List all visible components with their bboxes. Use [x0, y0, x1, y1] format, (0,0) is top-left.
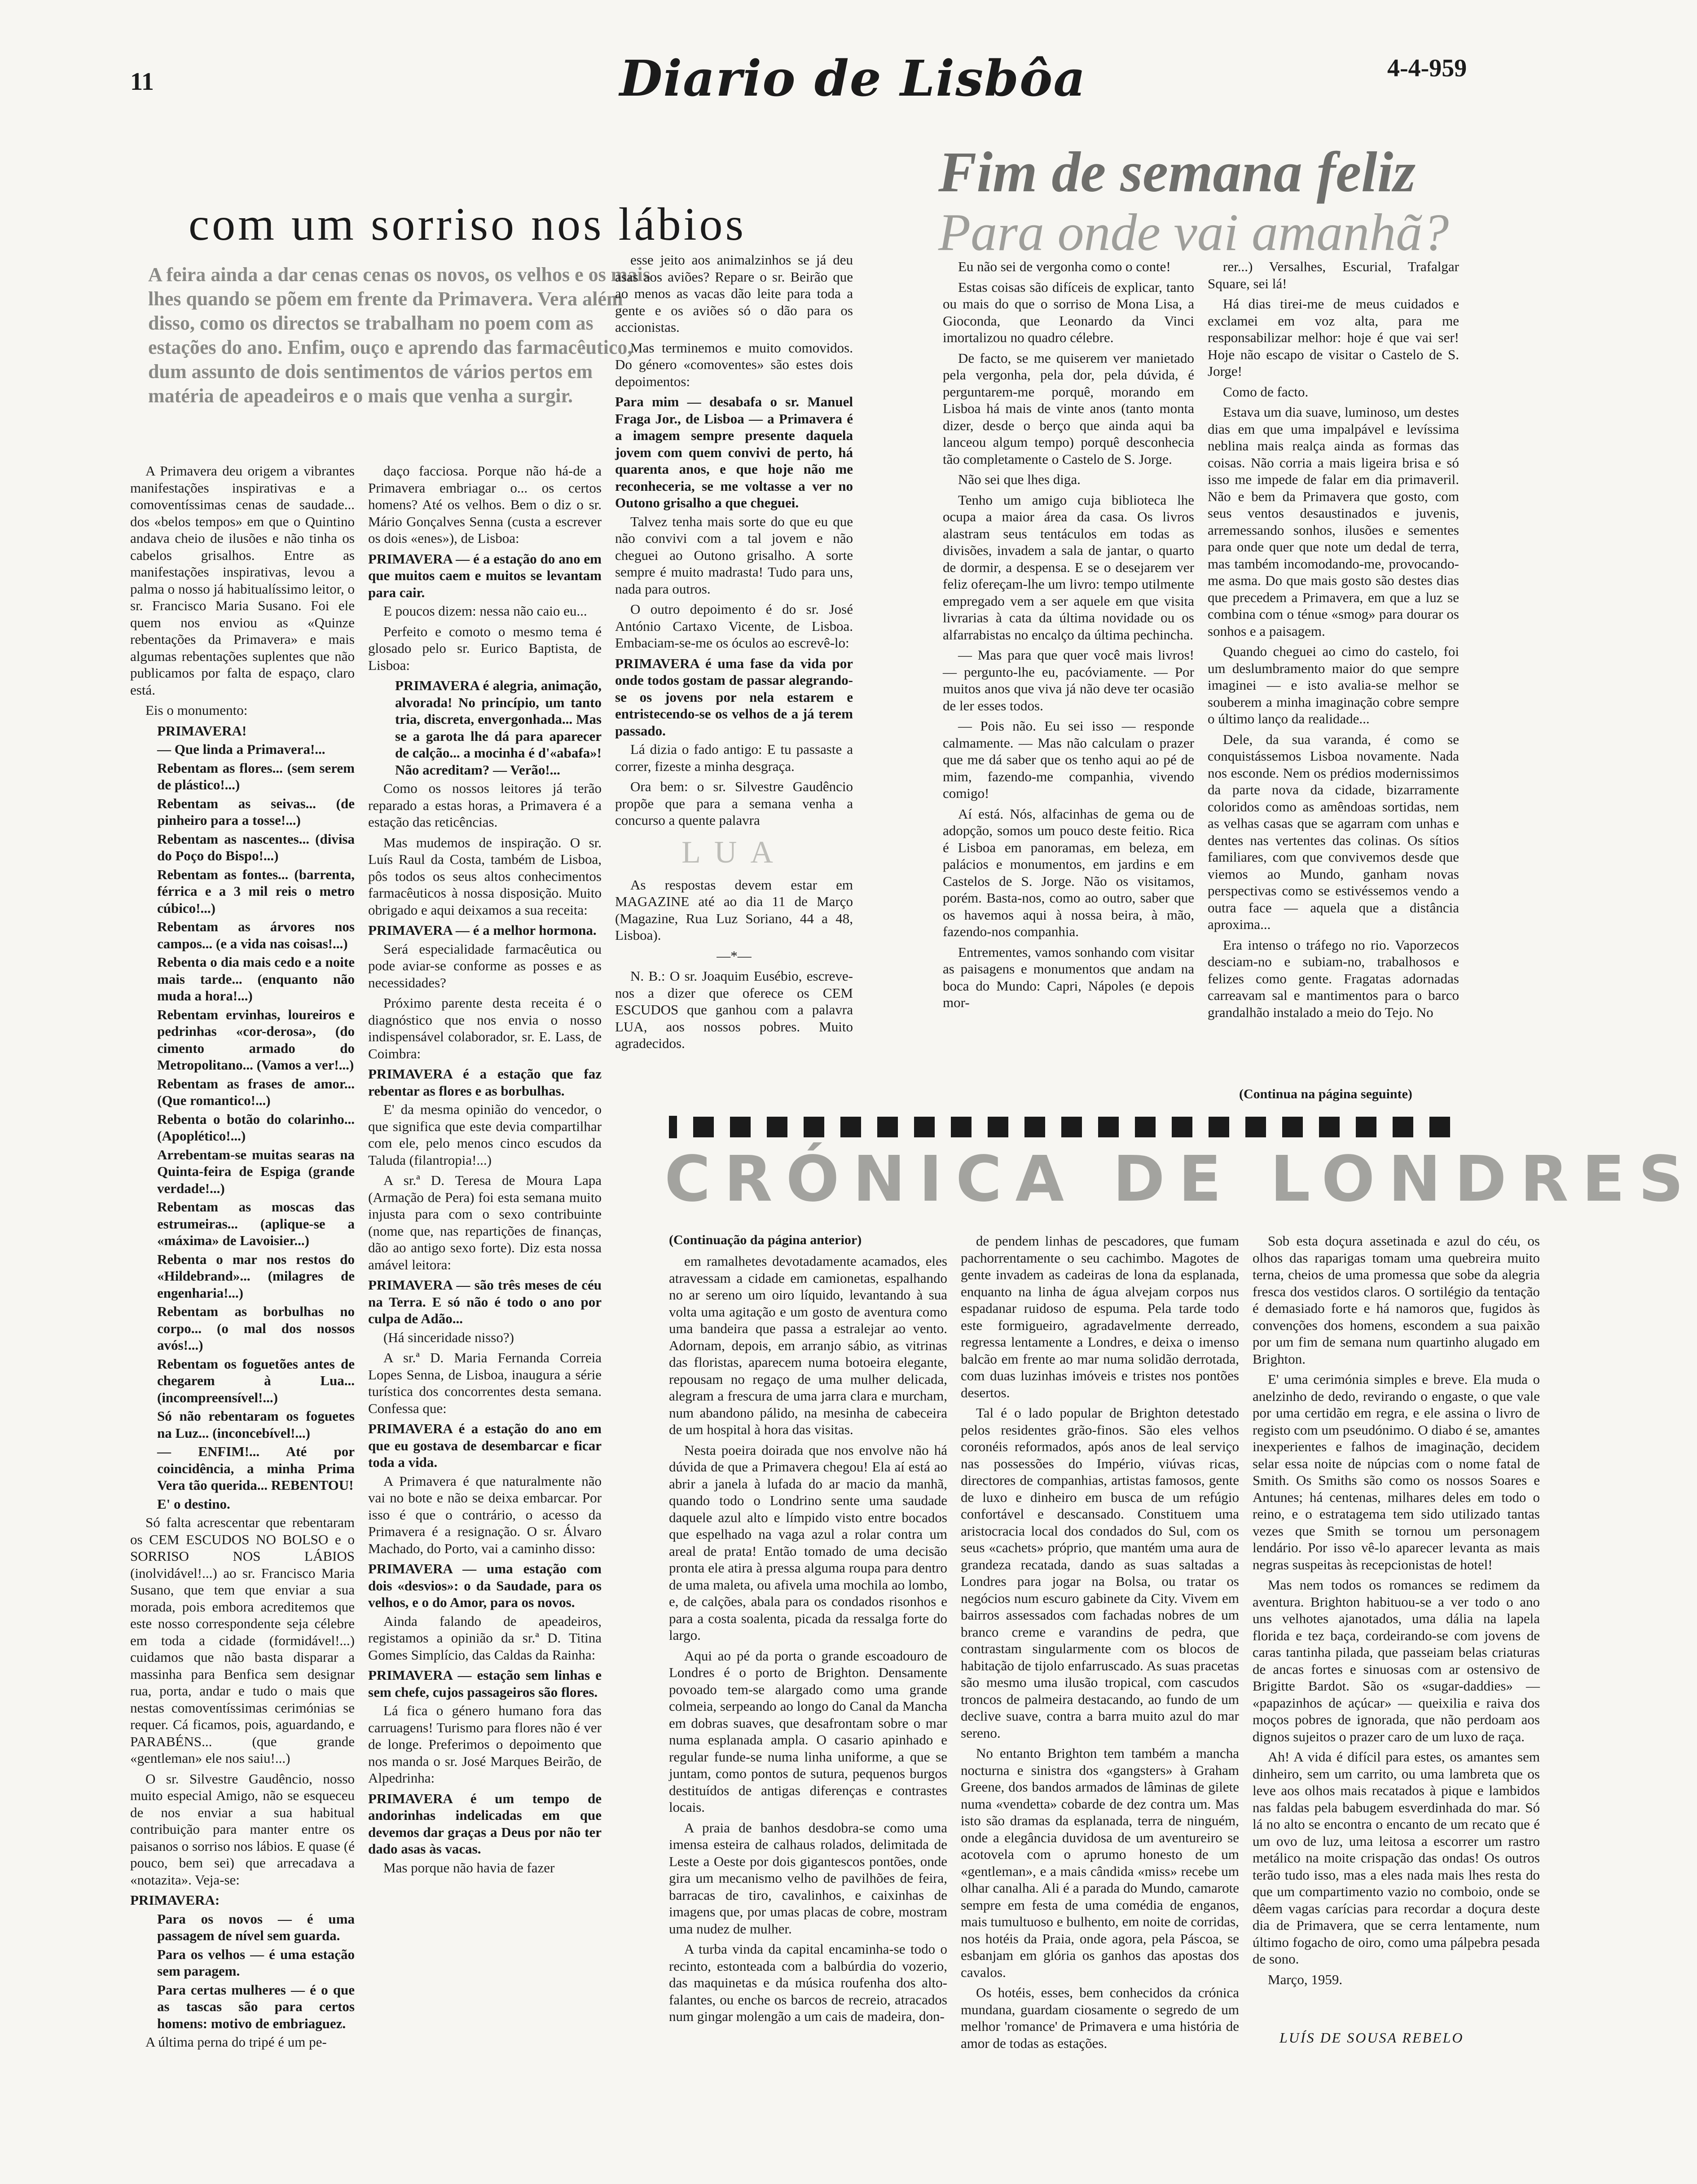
poem-line: Rebentam as frases de amor... (Que romantico!...) [157, 1075, 355, 1108]
star-box [767, 1117, 787, 1137]
paragraph: Próximo parente desta receita é o diagnóstico que nos envia o nosso indispensável colaborador, sr. E. Lass, de Coimbra: [368, 995, 602, 1061]
contest-word: LUA [681, 835, 787, 870]
paragraph: Para os velhos — é uma estação sem paragem. [157, 1946, 355, 1979]
poem-line: Rebentam as fontes... (barrenta, férrica e a 3 mil reis o metro cúbico!...) [157, 866, 355, 916]
author-signature: LUÍS DE SOUSA REBELO [1279, 2030, 1464, 2046]
paragraph: Ainda falando de apeadeiros, registamos a opinião da sr.ª D. Titina Gomes Simplício, das Caldas da Rainha: [368, 1613, 602, 1663]
article3-title: CRÓNICA DE LONDRES [664, 1143, 1697, 1216]
paragraph: Há dias tirei-me de meus cuidados e exclamei em voz alta, para me responsabilizar melhor: hoje é que vai ser! Hoje não escapo de visitar o Castelo de S. Jorge! [1208, 296, 1459, 379]
paragraph: Como de facto. [1223, 383, 1309, 400]
star-box [988, 1117, 1008, 1137]
paragraph: Era intenso o tráfego no rio. Vaporzecos desciam-no e subiam-no, trabalhosos e felizes como gente. Fragatas adornadas carreavam sal e mantimentos para o barco grandalhão instalado a meio do Tejo. No [1208, 937, 1459, 1020]
paragraph: Como os nossos leitores já terão reparado a estas horas, a Primavera é a estação das reticências. [368, 780, 602, 830]
paragraph: de pendem linhas de pescadores, que fumam pachorrentamente o seu cachimbo. Magotes de gente invadem as cadeiras de lona da esplanada, enquanto na linha de água alvejam corpos nus espadanar ruidoso de espuma. Pela tarde todo este formigueiro, agradavelmente derreado, regressa lentamente a Londres, e deixa o imenso balcão em frente ao mar numa solidão derrotada, com duas luzinhas imóveis e tristes nos pontões desertos. [961, 1233, 1239, 1400]
paragraph: Ah! A vida é difícil para estes, os amantes sem dinheiro, sem um carrito, ou uma lambreta que os leve aos olhos mais recatados à pique e lambidos nas faldas pela babugem esverdinhada do mar. Só lá no alto se encontra o encanto de um recato que é um ovo de luz, uma leitosa a escorrer um rastro metálico na moite crispação das ondas! Os outros terão tudo isso, mas a eles nada mais lhes resta do que um compartimento vazio no comboio, onde se dêem vagas carícias para recordar a doçura deste dia de Primavera, que se cerra lentamente, num último fogacho de oiro, como uma pálpebra pesada de sono. [1253, 1749, 1540, 1967]
paragraph: O sr. Silvestre Gaudêncio, nosso muito especial Amigo, não se esqueceu de nos enviar a sua habitual contribuição para manter entre os paisanos o sorriso nos lábios. E quase (é pouco, bem sei) que arrecadava a «notazita». Veja-se: [130, 1770, 355, 1888]
poem-line: Rebentam as seivas... (de pinheiro para a tosse!...) [157, 795, 355, 828]
paragraph: Mas terminemos e muito comovidos. Do género «comoventes» são estes dois depoimentos: [615, 339, 853, 389]
poem-line: Rebentam ervinhas, loureiros e pedrinhas «cor-derosa», (do cimento armado do Metropolitano... (Vamos a ver!...) [157, 1006, 355, 1073]
paragraph: Para certas mulheres — é o que as tascas são para certos homens: motivo de embriaguez. [157, 1981, 355, 2031]
paragraph: PRIMAVERA — são três meses de céu na Terra. E só não é todo o ano por culpa de Adão... [368, 1277, 602, 1326]
paragraph: — Mas para que quer você mais livros! — pergunto-lhe eu, pacóviamente. — Por muitos anos que viva já não deve ter ocasião de ler esses todos. [943, 647, 1194, 713]
poem-line: Rebentam as borbulhas no corpo... (o mal dos nossos avós!...) [157, 1303, 355, 1353]
paragraph: PRIMAVERA — uma estação com dois «desvios»: o da Saudade, para os velhos, e o do Amor, para os novos. [368, 1561, 602, 1610]
paragraph: Entrementes, vamos sonhando com visitar as paisagens e monumentos que andam na boca do Mundo: Capri, Nápoles (e depois mor- [943, 944, 1194, 1010]
paragraph: A última perna do tripé é um pe- [145, 2034, 327, 2050]
paragraph: PRIMAVERA é um tempo de andorinhas indelicadas em que devemos dar graças a Deus por não ter dado asas às vacas. [368, 1790, 602, 1857]
star-box [693, 1117, 714, 1137]
paragraph: Lá dizia o fado antigo: E tu passaste a correr, fizeste a minha desgraça. [615, 741, 853, 774]
article2-subtitle: Para onde vai amanhã? [938, 203, 1449, 262]
paragraph: No entanto Brighton tem também a mancha nocturna e sinistra dos «gangsters» à Graham Greene, dos bandos armados de lâminas de gilete numa «vendetta» cobarde de dez contra um. Mas isto são dramas da esplanada, terra de ninguém, onde a elegância duvidosa de um aventureiro se acotovela com o aprumo honesto de um «gentleman», e a mais cândida «miss» recebe um olhar canalha. Ali é a parada do Mundo, camarote sempre em festa de uma comédia de enganos, mais tumultuoso e bulhento, em noite de corridas, nos hotéis da Praia, onde agora, pela Páscoa, se esbanjam em glória os ganhos das apostas dos cavalos. [961, 1745, 1239, 1980]
paragraph: PRIMAVERA — estação sem linhas e sem chefe, cujos passageiros são flores. [368, 1667, 602, 1700]
poem-line: Rebentam as nascentes... (divisa do Poço do Bispo!...) [157, 831, 355, 863]
paragraph: esse jeito aos animalzinhos se já deu asas aos aviões? Repare o sr. Beirão que ao menos as vacas dão leite para toda a gente e os aviões só o dão para os accionistas. [615, 252, 853, 335]
poem-line: Rebenta o botão do colarinho... (Apoplético!...) [157, 1111, 355, 1144]
poem-line: Arrebentam-se muitas searas na Quinta-feira de Espiga (grande verdade!...) [157, 1146, 355, 1196]
paragraph: PRIMAVERA é alegria, animação, alvorada! No princípio, um tanto tria, discreta, envergonhada... Mas se a garota lhe dá para aparecer de calção... a mocinha é d'«abafa»! Não acreditam? — Verão!... [395, 678, 602, 778]
star-box [1245, 1117, 1266, 1137]
poem-line: Rebenta o mar nos restos do «Hildebrand»... (milagres de engenharia!...) [157, 1251, 355, 1301]
star-box [1061, 1117, 1082, 1137]
article1-col3 [615, 251, 853, 1082]
star-box [804, 1117, 824, 1137]
poem-line: — ENFIM!... Até por coincidência, a minha Prima Vera tão querida... REBENTOU! [157, 1444, 355, 1493]
star-box [877, 1117, 898, 1137]
paragraph: As respostas devem estar em MAGAZINE até ao dia 11 de Março (Magazine, Rua Luz Soriano, 44 a 48, Lisboa). [615, 876, 853, 943]
paragraph: Sob esta doçura assetinada e azul do céu, os olhos das raparigas tomam uma quebreira muito terna, cheios de uma promessa que sobe da alegria fresca dos vestidos claros. O sortilégio da tentação é demasiado forte e há namoros que, fugidos às convenções dos homens, escondem a sua paixão por um fim de semana num quartinho alugado em Brighton. [1253, 1233, 1540, 1367]
star-box [1356, 1117, 1376, 1137]
paragraph: PRIMAVERA é a estação do ano em que eu gostava de desembarcar e ficar toda a vida. [368, 1421, 602, 1470]
star-box [1282, 1117, 1303, 1137]
poem-line: Rebenta o dia mais cedo e a noite mais tarde... (enquanto não muda a hora!...) [157, 954, 355, 1004]
paragraph: N. B.: O sr. Joaquim Eusébio, escreve-nos a dizer que oferece os CEM ESCUDOS que ganhou com a palavra LUA, aos nossos pobres. Muito agradecidos. [615, 968, 853, 1051]
poem-line: Só não rebentaram os foguetes na Luz... (inconcebível!...) [157, 1408, 355, 1441]
separator: —*— [717, 947, 752, 964]
star-box [1429, 1117, 1450, 1137]
paragraph: Eis o monumento: [145, 702, 248, 718]
paragraph: Não sei que lhes diga. [958, 471, 1081, 487]
paragraph: Perfeito e comoto o mesmo tema é glosado pelo sr. Eurico Baptista, de Lisboa: [368, 623, 602, 673]
masthead: Diario de Lisbôa [620, 49, 1086, 107]
paragraph: em ramalhetes devotadamente acamados, eles atravessam a cidade em camionetas, espalhando no ar sereno um oiro líquido, levantando à sua volta uma agitação e um gosto de aventura como uma bandeira que passa a estralejar ao vento. Adornam, depois, em arranjo sábio, as vitrinas das floristas, aparecem numa botoeira elegante, repousam no regaço de uma mulher delicada, alegram a frescura de uma jarra clara e murcham, num abandono pálido, na mesinha de cabeceira de um hospital à hora das visitas. [669, 1253, 947, 1437]
star-box [1393, 1117, 1413, 1137]
star-box [1319, 1117, 1340, 1137]
paragraph: Será especialidade farmacêutica ou pode aviar-se conforme as posses e as necessidades? [368, 941, 602, 991]
star-box [730, 1117, 751, 1137]
paragraph: O outro depoimento é do sr. José António Cartaxo Vicente, de Lisboa. Embaciam-se-me os óculos ao escrevê-lo: [615, 601, 853, 651]
article2-col2 [1208, 258, 1459, 1080]
star-box [1024, 1117, 1045, 1137]
star-box [1135, 1117, 1156, 1137]
paragraph: Nesta poeira doirada que nos envolve não há dúvida de que a Primavera chegou! Ela aí está ao abrir a janela à lufada do ar macio da manhã, quando todo o Londrino sente uma saudade daquele azul alto e límpido visto entre bocados que espelhado na vaga azul a rolar contra um areal de prata! Então tomado de uma decisão pronta ele atira à pressa alguma roupa para dentro de uma maleta, ou afivela uma mochila ao lombo, e, de calções, abala para os condados risonhos e para a costa soalenta, picada da ressalga forte do largo. [669, 1442, 947, 1643]
star-box [1172, 1117, 1192, 1137]
star-box [840, 1117, 861, 1137]
paragraph: A sr.ª D. Maria Fernanda Correia Lopes Senna, de Lisboa, inaugura a série turística dos concorrentes desta semana. Confessa que: [368, 1350, 602, 1416]
poem-line: Rebentam as moscas das estrumeiras... (aplique-se a «máxima» de Lavoisier...) [157, 1199, 355, 1248]
continued-from-note: (Continuação da página anterior) [669, 1233, 862, 1247]
paragraph: E' uma cerimónia simples e breve. Ela muda o anelzinho de dedo, revirando o engaste, o que vale por uma certidão em regra, e ele assina o livro de registo com um pseudónimo. O diabo é se, amantes inexperientes e falhos de imaginação, decidem selar essa noite de núpcias com o nome fatal de Smith. Os Smiths são como os nossos Soares e Antunes; há centenas, milhares deles em todo o reino, e o estratagema tem sido utilizado tantas vezes que Smith se tornou um personagem lendário. Por isso vê-lo aparecer levanta as mais negras suspeitas às recepcionistas de hotel! [1253, 1371, 1540, 1572]
paragraph: E poucos dizem: nessa não caio eu... [383, 603, 587, 619]
article1-col2 [368, 462, 602, 1913]
poem-line: Rebentam as árvores nos campos... (e a vida nas coisas!...) [157, 919, 355, 951]
paragraph: — Pois não. Eu sei isso — responde calmamente. — Mas não calculam o prazer que me dá saber que os tenho aqui ao pé de mim, fazendo-me companhia, vivendo comigo! [943, 718, 1194, 801]
paragraph: Para os novos — é uma passagem de nível sem guarda. [157, 1911, 355, 1943]
paragraph: Aí está. Nós, alfacinhas de gema ou de adopção, somos um pouco deste feitio. Rica é Lisboa em panoramas, em beleza, em palácios e monumentos, em jardins e em Castelos de S. Jorge. Não os visitamos, porém. Basta-nos, como ao outro, saber que os havemos aqui à nossa beira, à mão, fazendo-nos companhia. [943, 806, 1194, 939]
article3-col1 [669, 1253, 947, 2056]
paragraph: E' da mesma opinião do vencedor, o que significa que este devia compartilhar com ele, pelo menos cinco escudos da Taluda (filantropia!...) [368, 1101, 602, 1168]
article2-title: Fim de semana feliz [938, 140, 1416, 204]
paragraph: Estava um dia suave, luminoso, um destes dias em que uma impalpável e levíssima neblina mais realça ainda as formas das coisas. Não corria a mais ligeira brisa e só isso me impede de falar em dia primaveril. Não e bem da Primavera que gosto, com seus ventos desaustinados e juvenis, arremessando sonhos, ilusões e sementes para onde quer que note um dedal de terra, mas também incomodando-me, provocando-me asma. Do que mais gosto são destes dias que precedem a Primavera, em que a luz se combina com o ténue «smog» para dourar os sonhos e a paisagem. [1208, 404, 1459, 639]
paragraph: Talvez tenha mais sorte do que eu que não convivi com a tal jovem e não cheguei ao Outono grisalho. A sorte sempre é muito madrasta! Tudo para uns, nada para outros. [615, 513, 853, 597]
paragraph: Aqui ao pé da porta o grande escoadouro de Londres é o porto de Brighton. Densamente povoado tem-se alargado como uma grande colmeia, serpeando ao longo do Canal da Mancha em dobras suaves, que desafrontam sobre o mar numa esplanada ampla. O casario apinhado e regular funde-se numa linha uniforme, a que se juntam, como pontos de sutura, pequenos burgos destituídos de antigas diferenças e contrastes locais. [669, 1647, 947, 1815]
poem-line: — Que linda a Primavera!... [157, 741, 325, 757]
paragraph: daço facciosa. Porque não há-de a Primavera embriagar o... os certos homens? Até os velhos. Bem o diz o sr. Mário Gonçalves Senna (custa a escrever os dois «enes»), de Lisboa: [368, 463, 602, 546]
paragraph: rer...) Versalhes, Escurial, Trafalgar Square, sei lá! [1208, 259, 1459, 291]
poem-line: Rebentam as flores... (sem serem de plástico!...) [157, 760, 355, 793]
dateline: Março, 1959. [1268, 1971, 1343, 1987]
paragraph: Tenho um amigo cuja biblioteca lhe ocupa a maior área da casa. Os livros alastram seus tentáculos em todas as divisões, invadem a sala de jantar, o quarto de dormir, a despensa. E se o desejarem ver feliz ofereçam-lhe um livro: tempo utilmente empregado vem a ser aquele em que visita livrarias à cata da última novidade ou os alfarrabistas no encalço da última pechincha. [943, 492, 1194, 643]
paragraph: Para mim — desabafa o sr. Manuel Fraga Jor., de Lisboa — a Primavera é a imagem sempre presente daquela jovem com quem convivi de perto, há quarenta anos, e que hoje não me reconheceria, se me voltasse a ver no Outono grisalho a que cheguei. [615, 394, 853, 511]
paragraph: A Primavera é que naturalmente não vai no bote e não se deixa embarcar. Por isso é que o contrário, o acesso da Primavera é a resignação. O sr. Álvaro Machado, do Porto, vai a caminho disso: [368, 1473, 602, 1556]
paragraph: (Há sinceridade nisso?) [383, 1329, 514, 1345]
star-box [951, 1117, 972, 1137]
paragraph: De facto, se me quiserem ver manietado pela vergonha, pela dor, pela dúvida, é perguntarem-me porquê, morando em Lisboa há mais de vinte anos (tanto monta dizer, desde o berço que ainda aqui ba lanceou algum tempo) porquê desconhecia tão completamente o Castelo de S. Jorge. [943, 350, 1194, 467]
paragraph: A praia de banhos desdobra-se como uma imensa esteira de calhaus rolados, delimitada de Leste a Oeste por dois gigantescos pontões, onde gira um mecanismo velho de pavilhões de feira, barracas de tiro, cavalinhos, e caixinhas de imagens que, por umas placas de cobre, mostram uma nudez de mulher. [669, 1819, 947, 1937]
star-box [1209, 1117, 1229, 1137]
paragraph: Lá fica o género humano fora das carruagens! Turismo para flores não é ver de longe. Preferimos o depoimento que nos manda o sr. José Marques Beirão, de Alpedrinha: [368, 1703, 602, 1786]
paragraph: Estas coisas são difíceis de explicar, tanto ou mais do que o sorriso de Mona Lisa, a Gioconda, que Leonardo da Vinci imortalizou no quadro célebre. [943, 279, 1194, 345]
paragraph: Mas nem todos os romances se redimem da aventura. Brighton habituou-se a ver todo o ano uns velhotes ajanotados, uma dália na lapela florida e tez baça, cordeirando-se com jovens de caras tantinha pilada, que passeiam belas criaturas de ancas fortes e sinuosas com ar ostensivo de Brigitte Bardot. São os «sugar-daddies» — «papazinhos de açúcar» — queixilia e raiva dos moços pobres de ignorada, que não perdoam aos dignos sujeitos o prazer caro de um luxo de raça. [1253, 1577, 1540, 1744]
poem-line: PRIMAVERA! [157, 722, 247, 739]
paragraph: PRIMAVERA é uma fase da vida por onde todos gostam de passar alegrando-se os jovens por nela estarem e entristecendo-se os velhos de a já terem passado. [615, 655, 853, 739]
article1-lead: A feira ainda a dar cenas cenas os novos, os velhos e os mais lhes quando se põem em frente da Primavera. Vera além disso, como os directos se trabalham no poem com as estações do ano. Enfim, ouço e aprendo das farmacêutico, dum assunto de dois sentimentos de vários pertos em matéria de apeadeiros e o mais que venha a surgir. [148, 264, 651, 407]
paragraph: A turba vinda da capital encaminha-se todo o recinto, estonteada com a balbúrdia do vozerio, das maquinetas e da música roufenha dos alto-falantes, ou enche os barcos de recreio, atracados num gingar molengão a um cais de madeira, don- [669, 1941, 947, 2024]
article1-col1 [130, 462, 355, 2050]
star-rule [669, 1111, 1553, 1143]
paragraph: Só falta acrescentar que rebentaram os CEM ESCUDOS NO BOLSO e o SORRISO NOS LÁBIOS (inolvidável!...) ao sr. Francisco Maria Susano, que tem que enviar a sua morada, pois embora acreditemos que este nosso correspondente seja célebre em toda a cidade (formidável!...) cuidamos que não basta disparar a massinha para Benfica sem designar rua, porta, andar e tudo o mais que nestas comoventíssimas cerimónias se requer. Cá ficamos, pois, aguardando, e PARABÉNS... (que grande «gentleman» ele nos saiu!...) [130, 1515, 355, 1766]
issue-date: 4-4-959 [1387, 54, 1467, 82]
paragraph: Quando cheguei ao cimo do castelo, foi um deslumbramento maior do que sempre imaginei — e isto avalia-se melhor se souberem a minha imaginação cobre sempre o último lanço da realidade... [1208, 643, 1459, 727]
page-number: 11 [130, 68, 154, 96]
star-box [1098, 1117, 1119, 1137]
paragraph: PRIMAVERA — é a estação do ano em que muitos caem e muitos se levantam para cair. [368, 550, 602, 600]
paragraph: PRIMAVERA é a estação que faz rebentar as flores e as borbulhas. [368, 1066, 602, 1099]
paragraph: A sr.ª D. Teresa de Moura Lapa (Armação de Pera) foi esta semana muito injusta para com o sexo contribuinte (nome que, nas repartições de finanças, dão ao antigo sexo forte). Diz esta nossa amável leitora: [368, 1172, 602, 1273]
paragraph: Mas porque não havia de fazer [383, 1859, 555, 1876]
article1-title: com um sorriso nos lábios [189, 198, 746, 250]
article3-col3 [1253, 1233, 1540, 2023]
rule-bar [669, 1116, 677, 1138]
paragraph: Tal é o lado popular de Brighton detestado pelos residentes grão-finos. São eles velhos coronéis reformados, após anos de leal serviço nas possessões do Império, viúvas ricas, directores de companhias, artistas famosos, gente de luxo e dinheiro em busca de um refúgio confortável e descansado. Constituem uma aristocracia local dos condados do Sul, com os seus «cachets» próprio, que mantém uma aura de grandeza recatada, dando as suas saltadas a Londres para jogar na Bolsa, ou tratar os negócios num escuro gabinete da City. Vivem em bairros assessados com fachadas nobres de um branco creme e varandins de pedra, que contrastam singularmente com os blocos de habitação de tijolo enfarruscado. As suas pracetas são mesmo uma ilusão tropical, com cascudos troncos de palmeira destacando, ao fundo de um declive suave, contra a barra muito azul do mar sereno. [961, 1405, 1239, 1741]
poem-line: Rebentam os foguetões antes de chegarem à Lua... (incompreensível!...) [157, 1356, 355, 1405]
paragraph: PRIMAVERA — é a melhor hormona. [368, 922, 597, 938]
continues-note: (Continua na página seguinte) [1239, 1087, 1412, 1101]
star-box [914, 1117, 935, 1137]
article3-col2 [961, 1233, 1239, 2056]
paragraph: Eu não sei de vergonha como o conte! [958, 259, 1171, 274]
paragraph: PRIMAVERA: [130, 1892, 220, 1908]
article2-col1 [943, 258, 1194, 1089]
paragraph: Dele, da sua varanda, é como se conquistássemos Lisboa novamente. Nada nos esconde. Nem os prédios modernissimos da parte nova da cidade, bizarramente coloridos como as amêndoas sortidas, nem as velhas casas que se agarram com unhas e dentes nas vertentes das colinas. Os sítios familiares, com que convivemos desde que viemos ao Mundo, ganham novas perspectivas como se estivéssemos vendo a outra face — aquela que a distância aproxima... [1208, 731, 1459, 932]
paragraph: Ora bem: o sr. Silvestre Gaudêncio propõe que para a semana venha a concurso a quente palavra [615, 779, 853, 828]
poem-line: E' o destino. [157, 1496, 230, 1512]
paragraph: Os hotéis, esses, bem conhecidos da crónica mundana, guardam ciosamente o segredo de um melhor 'romance' de Primavera e uma história de amor de todas as estações. [961, 1985, 1239, 2051]
paragraph: A Primavera deu origem a vibrantes manifestações inspirativas e a comoventíssimas cenas de saudade... dos «belos tempos» em que o Quintino andava cheio de ilusões e não tinha os cabelos grisalhos. Entre as manifestações inspirativas, levou a palma o nosso já habitualíssimo leitor, o sr. Francisco Maria Susano. Foi ele quem nos enviou as «Quinze rebentações da Primavera» e mais algumas rebentações suplentes que não publicamos por falta de espaço, claro está. [130, 463, 355, 698]
paragraph: Mas mudemos de inspiração. O sr. Luís Raul da Costa, também de Lisboa, pôs todos os seus altos conhecimentos farmacêuticos à nossa disposição. Muito obrigado e aqui deixamos a sua receita: [368, 834, 602, 918]
